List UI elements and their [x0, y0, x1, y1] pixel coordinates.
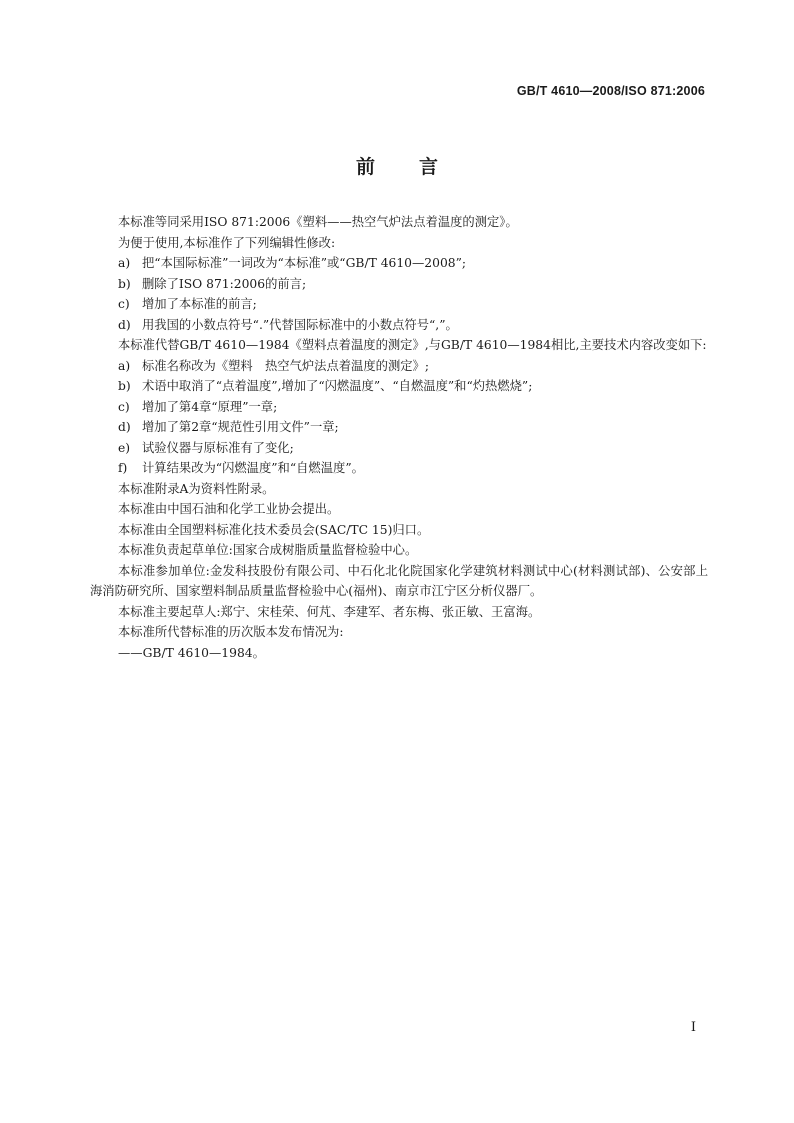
list-item	[90, 253, 708, 274]
paragraph: 本标准负责起草单位:国家合成树脂质量监督检验中心。	[118, 543, 418, 557]
list-item-text: 试验仪器与原标准有了变化;	[142, 440, 294, 455]
list-item-text: 增加了本标准的前言;	[142, 297, 257, 311]
list-item	[90, 356, 708, 377]
list-item-text: 增加了第4章“原理”一章;	[142, 399, 278, 414]
list-item-marker: d)	[118, 317, 131, 332]
page-title: 前言	[355, 156, 482, 178]
paragraph: 为便于使用,本标准作了下列编辑性修改:	[118, 235, 336, 250]
list-item	[90, 294, 708, 315]
list-item-marker: c)	[118, 297, 130, 311]
paragraph: 本标准等同采用ISO 871:2006《塑料——热空气炉法点着温度的测定》。	[118, 215, 518, 229]
list-item	[90, 397, 708, 418]
paragraph: 本标准参加单位:金发科技股份有限公司、中石化北化院国家化学建筑材料测试中心(材料测试部)、公安部上海消防研究所、国家塑料制品质量监督检验中心(福州)、南京市江宁区分析仪器厂。	[90, 563, 708, 598]
paragraph: 本标准由中国石油和化学工业协会提出。	[118, 502, 340, 516]
paragraph: 本标准代替GB/T 4610—1984《塑料点着温度的测定》,与GB/T 4610—1984相比,主要技术内容改变如下:	[118, 338, 707, 352]
list-item-text: 术语中取消了“点着温度”,增加了“闪燃温度”、“自燃温度”和“灼热燃烧”;	[142, 379, 533, 393]
list-item	[90, 458, 708, 479]
foreword-body	[90, 212, 708, 663]
list-item-marker: e)	[118, 440, 131, 455]
page-number: I	[690, 1020, 696, 1035]
list-item-marker: c)	[118, 399, 130, 414]
paragraph: 本标准所代替标准的历次版本发布情况为:	[118, 625, 344, 639]
list-item-marker: a)	[118, 256, 131, 270]
standard-code-header: GB/T 4610—2008/ISO 871:2006	[516, 84, 705, 98]
list-item	[90, 315, 708, 336]
list-item	[90, 274, 708, 295]
list-item-text: 增加了第2章“规范性引用文件”一章;	[142, 420, 339, 434]
list-item-marker: f)	[118, 461, 128, 475]
paragraph: ——GB/T 4610—1984。	[118, 645, 265, 660]
list-item-marker: b)	[118, 276, 131, 291]
list-item-text: 标准名称改为《塑料 热空气炉法点着温度的测定》;	[142, 358, 429, 373]
list-item-marker: b)	[118, 379, 131, 393]
paragraph: 本标准附录A为资料性附录。	[118, 481, 275, 496]
list-item-text: 删除了ISO 871:2006的前言;	[142, 276, 307, 291]
list-item	[90, 438, 708, 459]
list-item-text: 把“本国际标准”一词改为“本标准”或“GB/T 4610—2008”;	[142, 256, 467, 270]
list-item-marker: a)	[118, 358, 131, 373]
paragraph: 本标准由全国塑料标准化技术委员会(SAC/TC 15)归口。	[118, 522, 430, 537]
list-item	[90, 376, 708, 397]
list-item-text: 计算结果改为“闪燃温度”和“自燃温度”。	[142, 461, 364, 475]
list-item	[90, 417, 708, 438]
list-item-text: 用我国的小数点符号“.”代替国际标准中的小数点符号“,”。	[142, 317, 458, 332]
paragraph: 本标准主要起草人:郑宁、宋桂荣、何芃、李建军、者东梅、张正敏、王富海。	[118, 604, 541, 619]
list-item-marker: d)	[118, 420, 131, 434]
